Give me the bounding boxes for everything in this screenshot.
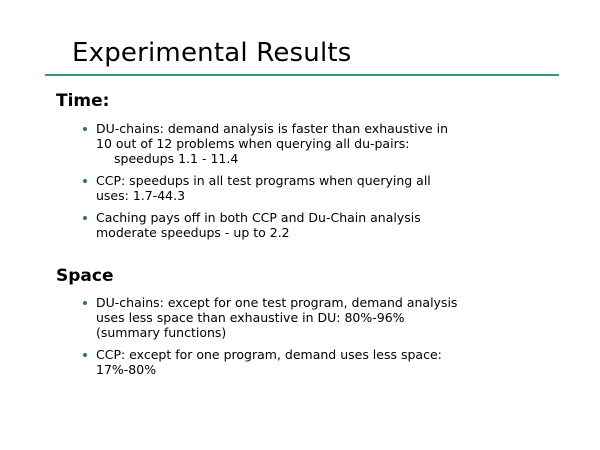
- section-heading-space: Space: [56, 266, 114, 286]
- bullet-item: [80, 347, 560, 377]
- bullet-item: [80, 295, 560, 340]
- bullet-line: uses: 1.7-44.3: [96, 188, 186, 203]
- bullet-line: moderate speedups - up to 2.2: [96, 225, 290, 240]
- bullet-line: DU-chains: except for one test program, demand analysis: [96, 295, 458, 310]
- bullet-item: [80, 210, 560, 240]
- bullet-list-time: [80, 121, 560, 247]
- bullet-line: 10 out of 12 problems when querying all du-pairs:: [96, 136, 410, 151]
- bullet-item: [80, 173, 560, 203]
- bullet-line: CCP: speedups in all test programs when querying all: [96, 173, 431, 188]
- bullet-dot-icon: [83, 353, 87, 357]
- bullet-dot-icon: [83, 127, 87, 131]
- bullet-line: DU-chains: demand analysis is faster than exhaustive in: [96, 121, 449, 136]
- bullet-line: Caching pays off in both CCP and Du-Chain analysis: [96, 210, 421, 225]
- bullet-dot-icon: [83, 216, 87, 220]
- bullet-item: [80, 121, 560, 166]
- bullet-dot-icon: [83, 179, 87, 183]
- title-divider: [45, 74, 559, 76]
- slide-title: Experimental Results: [72, 38, 352, 68]
- section-heading-time: Time:: [56, 91, 110, 111]
- bullet-line: 17%-80%: [96, 362, 157, 377]
- bullet-line: CCP: except for one program, demand uses less space:: [96, 347, 442, 362]
- bullet-list-space: [80, 295, 560, 384]
- bullet-line: speedups 1.1 - 11.4: [114, 151, 239, 166]
- bullet-line: uses less space than exhaustive in DU: 80%-96%: [96, 310, 405, 325]
- bullet-dot-icon: [83, 301, 87, 305]
- bullet-line: (summary functions): [96, 325, 227, 340]
